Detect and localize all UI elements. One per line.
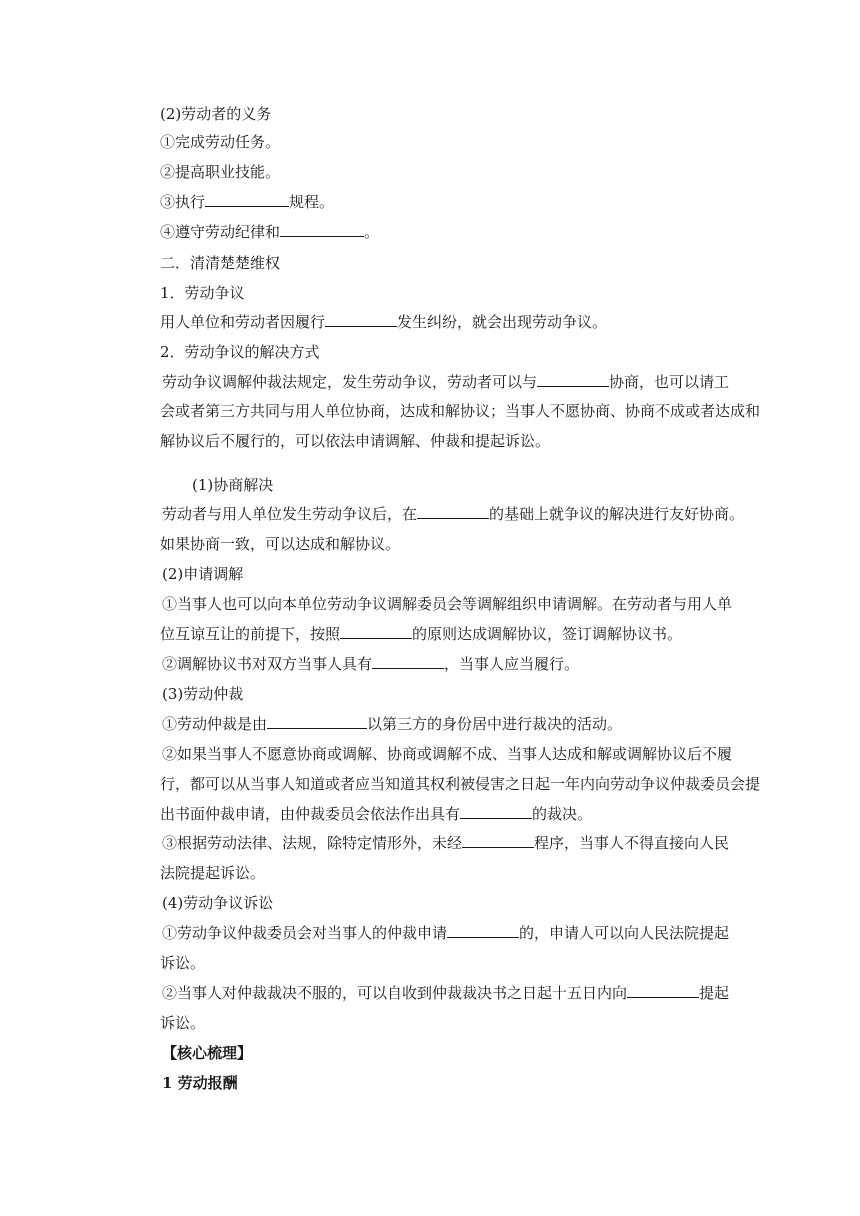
paragraph-line: ①劳动争议仲裁委员会对当事人的仲裁申请 的，申请人可以向人民法院提起: [162, 924, 730, 942]
obligation-item-1: ①完成劳动任务。: [160, 133, 281, 151]
fill-blank[interactable]: [417, 504, 489, 519]
paragraph-line: 行，都可以从当事人知道或者应当知道其权利被侵害之日起一年内向劳动争议仲裁委员会提: [160, 775, 761, 793]
paragraph-line: 劳动者与用人单位发生劳动争议后，在 的基础上就争议的解决进行友好协商。: [162, 505, 745, 523]
paragraph-line: ③根据劳动法律、法规，除特定情形外，未经 程序，当事人不得直接向人民: [162, 834, 730, 852]
heading-labor-remuneration: 1 劳动报酬: [162, 1074, 238, 1092]
heading-arbitration: (3)劳动仲裁: [162, 685, 244, 703]
paragraph-line: 劳动争议调解仲裁法规定，发生劳动争议，劳动者可以与 协商，也可以请工: [162, 373, 730, 391]
section-heading-rights: 二．清清楚楚维权: [160, 254, 281, 272]
paragraph-line: 解协议后不履行的，可以依法申请调解、仲裁和提起诉讼。: [160, 432, 551, 450]
fill-blank[interactable]: [627, 983, 699, 998]
fill-blank[interactable]: [460, 804, 532, 819]
obligation-item-4: ④遵守劳动纪律和 。: [160, 223, 380, 241]
paragraph-line: 会或者第三方共同与用人单位协商，达成和解协议；当事人不愿协商、协商不成或者达成和: [160, 402, 761, 420]
paragraph-line: ②如果当事人不愿意协商或调解、协商或调解不成、当事人达成和解或调解协议后不履: [162, 745, 733, 763]
fill-blank[interactable]: [325, 312, 397, 327]
paragraph-line: 法院提起诉讼。: [160, 864, 266, 882]
paragraph-line: ①劳动仲裁是由 以第三方的身份居中进行裁决的活动。: [162, 715, 623, 733]
fill-blank[interactable]: [280, 222, 364, 237]
paragraph-dispute-definition: 用人单位和劳动者因履行 发生纠纷，就会出现劳动争议。: [160, 313, 608, 331]
paragraph-line: 位互谅互让的前提下，按照 的原则达成调解协议，签订调解协议书。: [160, 625, 683, 643]
paragraph-line: 诉讼。: [160, 1014, 206, 1032]
paragraph-line: ②调解协议书对双方当事人具有 ，当事人应当履行。: [162, 655, 580, 673]
subheading-resolution-methods: 2．劳动争议的解决方式: [160, 343, 320, 361]
fill-blank[interactable]: [537, 372, 609, 387]
fill-blank[interactable]: [267, 714, 367, 729]
obligation-item-3: ③执行 规程。: [160, 193, 335, 211]
heading-worker-obligations: (2)劳动者的义务: [160, 105, 272, 123]
paragraph-line: ①当事人也可以向本单位劳动争议调解委员会等调解组织申请调解。在劳动者与用人单: [162, 595, 733, 613]
fill-blank[interactable]: [340, 624, 412, 639]
heading-litigation: (4)劳动争议诉讼: [162, 894, 274, 912]
heading-negotiation: (1)协商解决: [192, 476, 274, 494]
paragraph-line: 诉讼。: [160, 954, 206, 972]
obligation-item-2: ②提高职业技能。: [160, 163, 281, 181]
fill-blank[interactable]: [205, 192, 289, 207]
heading-core-summary: 【核心梳理】: [162, 1044, 253, 1062]
heading-mediation: (2)申请调解: [162, 565, 244, 583]
subheading-labor-dispute: 1．劳动争议: [160, 284, 245, 302]
paragraph-line: ②当事人对仲裁裁决不服的，可以自收到仲裁裁决书之日起十五日内向 提起: [162, 984, 730, 1002]
fill-blank[interactable]: [372, 654, 444, 669]
paragraph-line: 如果协商一致，可以达成和解协议。: [160, 535, 401, 553]
fill-blank[interactable]: [462, 833, 534, 848]
fill-blank[interactable]: [447, 923, 519, 938]
paragraph-line: 出书面仲裁申请，由仲裁委员会依法作出具有 的裁决。: [160, 805, 593, 823]
